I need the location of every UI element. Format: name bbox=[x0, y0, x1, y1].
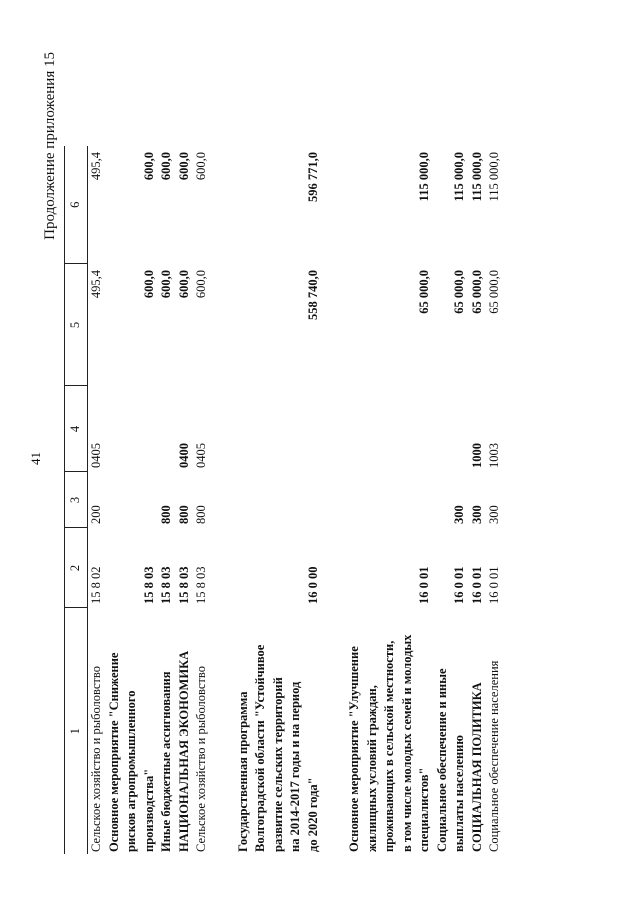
cell-code: 16 0 00 bbox=[305, 566, 320, 604]
cell-code: 15 8 02 bbox=[89, 566, 103, 604]
row-label bbox=[106, 608, 159, 854]
cell-value-5: 495,4 bbox=[89, 270, 103, 299]
row-label-line: Социальное обеспечение населения bbox=[487, 660, 501, 852]
cell-section bbox=[346, 386, 434, 472]
appendix-caption: Продолжение приложения 15 bbox=[42, 52, 58, 240]
table-row bbox=[106, 146, 159, 854]
cell-code: 15 8 03 bbox=[159, 566, 173, 604]
cell-code: 16 0 01 bbox=[452, 566, 466, 604]
cell-value-5: 600,0 bbox=[141, 270, 156, 299]
cell-value-6: 115 000,0 bbox=[417, 152, 431, 202]
cell-value-5: 600,0 bbox=[159, 270, 173, 299]
row-label-line: НАЦИОНАЛЬНАЯ ЭКОНОМИКА bbox=[176, 650, 191, 852]
table-row bbox=[486, 146, 504, 854]
empty-cell bbox=[211, 146, 235, 264]
table-row bbox=[235, 146, 323, 854]
column-header: 3 bbox=[65, 472, 88, 528]
row-label bbox=[346, 608, 434, 854]
cell-section bbox=[106, 386, 159, 472]
cell-code: 16 0 01 bbox=[469, 566, 484, 604]
row-label bbox=[88, 608, 106, 854]
row-label-line: развитие сельских территорий bbox=[270, 677, 285, 852]
row-label bbox=[434, 608, 469, 854]
table-row bbox=[176, 146, 194, 854]
table-row bbox=[434, 146, 469, 854]
row-label-line: Основное мероприятие "Улучшение bbox=[347, 646, 361, 852]
row-label-line: Основное мероприятие "Снижение bbox=[106, 652, 121, 852]
cell-type bbox=[235, 472, 323, 528]
row-label-line: Волгоградской области "Устойчивое bbox=[253, 644, 267, 852]
cell-type: 300 bbox=[452, 505, 466, 524]
empty-cell bbox=[322, 608, 346, 854]
row-label-line: до 2020 года" bbox=[305, 777, 320, 852]
empty-cell bbox=[211, 608, 235, 854]
cell-value-5: 558 740,0 bbox=[305, 270, 320, 320]
cell-type: 800 bbox=[176, 505, 191, 524]
cell-code: 15 8 03 bbox=[194, 566, 208, 604]
cell-section: 0405 bbox=[194, 443, 208, 468]
cell-value-6: 495,4 bbox=[89, 152, 103, 181]
cell-value-5: 65 000,0 bbox=[487, 270, 501, 314]
empty-cell bbox=[211, 264, 235, 386]
column-header: 1 bbox=[65, 608, 88, 854]
row-label-line: проживающих в сельской местности, bbox=[382, 640, 396, 852]
cell-code: 16 0 01 bbox=[417, 566, 431, 604]
empty-cell bbox=[322, 528, 346, 608]
empty-cell bbox=[211, 528, 235, 608]
row-label-line: Сельское хозяйство и рыболовство bbox=[89, 666, 103, 852]
cell-code: 16 0 01 bbox=[487, 566, 501, 604]
row-label bbox=[235, 608, 323, 854]
table-row bbox=[158, 146, 176, 854]
budget-table bbox=[64, 146, 504, 854]
table-row bbox=[88, 146, 106, 854]
cell-value-6: 596 771,0 bbox=[305, 152, 320, 202]
table-row bbox=[469, 146, 487, 854]
row-label-line: Социальное обеспечение и иные bbox=[434, 668, 449, 852]
cell-type: 300 bbox=[487, 505, 501, 524]
spacer-row bbox=[322, 146, 346, 854]
cell-type: 800 bbox=[194, 505, 208, 524]
cell-value-6: 600,0 bbox=[159, 152, 173, 181]
column-header: 4 bbox=[65, 386, 88, 472]
empty-cell bbox=[322, 472, 346, 528]
cell-type bbox=[106, 472, 159, 528]
cell-section: 1000 bbox=[469, 443, 484, 468]
row-label-line: Сельское хозяйство и рыболовство bbox=[194, 666, 208, 852]
cell-type: 200 bbox=[89, 505, 103, 524]
document-page bbox=[28, 30, 600, 880]
empty-cell bbox=[322, 386, 346, 472]
cell-type bbox=[346, 472, 434, 528]
cell-value-6: 115 000,0 bbox=[469, 152, 484, 202]
empty-cell bbox=[211, 386, 235, 472]
row-label-line: СОЦИАЛЬНАЯ ПОЛИТИКА bbox=[469, 682, 484, 852]
row-label-line: Иные бюджетные ассигнования bbox=[159, 671, 173, 852]
cell-section: 1003 bbox=[487, 443, 501, 468]
cell-section bbox=[434, 386, 469, 472]
cell-value-5: 65 000,0 bbox=[452, 270, 466, 314]
row-label-line: производства" bbox=[141, 768, 156, 852]
cell-code: 15 8 03 bbox=[141, 566, 156, 604]
cell-section: 0405 bbox=[89, 443, 103, 468]
cell-value-6: 115 000,0 bbox=[452, 152, 466, 202]
row-label-line: в том числе молодых семей и молодых bbox=[399, 634, 414, 852]
cell-value-5: 65 000,0 bbox=[469, 270, 484, 314]
column-header: 2 bbox=[65, 528, 88, 608]
row-label bbox=[469, 608, 487, 854]
empty-cell bbox=[322, 146, 346, 264]
row-label-line: на 2014-2017 годы и на период bbox=[288, 681, 302, 852]
spacer-row bbox=[211, 146, 235, 854]
cell-type: 800 bbox=[159, 505, 173, 524]
cell-value-5: 600,0 bbox=[194, 270, 208, 299]
cell-value-5: 65 000,0 bbox=[417, 270, 431, 314]
page-number: 41 bbox=[28, 452, 43, 465]
cell-value-6: 600,0 bbox=[176, 152, 191, 181]
row-label-line: жилищных условий граждан, bbox=[364, 685, 379, 852]
cell-code: 15 8 03 bbox=[176, 566, 191, 604]
column-header: 6 bbox=[65, 146, 88, 264]
row-label bbox=[193, 608, 211, 854]
cell-value-6: 600,0 bbox=[194, 152, 208, 181]
cell-value-6: 115 000,0 bbox=[487, 152, 501, 202]
row-label-line: специалистов" bbox=[417, 767, 431, 852]
row-label bbox=[486, 608, 504, 854]
cell-value-6: 600,0 bbox=[141, 152, 156, 181]
table-row bbox=[193, 146, 211, 854]
column-header: 5 bbox=[65, 264, 88, 386]
table-row bbox=[346, 146, 434, 854]
cell-section: 0400 bbox=[176, 443, 191, 468]
empty-cell bbox=[322, 264, 346, 386]
row-label bbox=[158, 608, 176, 854]
row-label-line: рисков агропромышленного bbox=[124, 690, 138, 852]
cell-value-5: 600,0 bbox=[176, 270, 191, 299]
row-label bbox=[176, 608, 194, 854]
row-label-line: Государственная программа bbox=[235, 691, 250, 852]
cell-section bbox=[158, 386, 176, 472]
empty-cell bbox=[211, 472, 235, 528]
header-row bbox=[65, 146, 88, 854]
row-label-line: выплаты населению bbox=[452, 735, 466, 852]
cell-type: 300 bbox=[469, 505, 484, 524]
cell-section bbox=[235, 386, 323, 472]
